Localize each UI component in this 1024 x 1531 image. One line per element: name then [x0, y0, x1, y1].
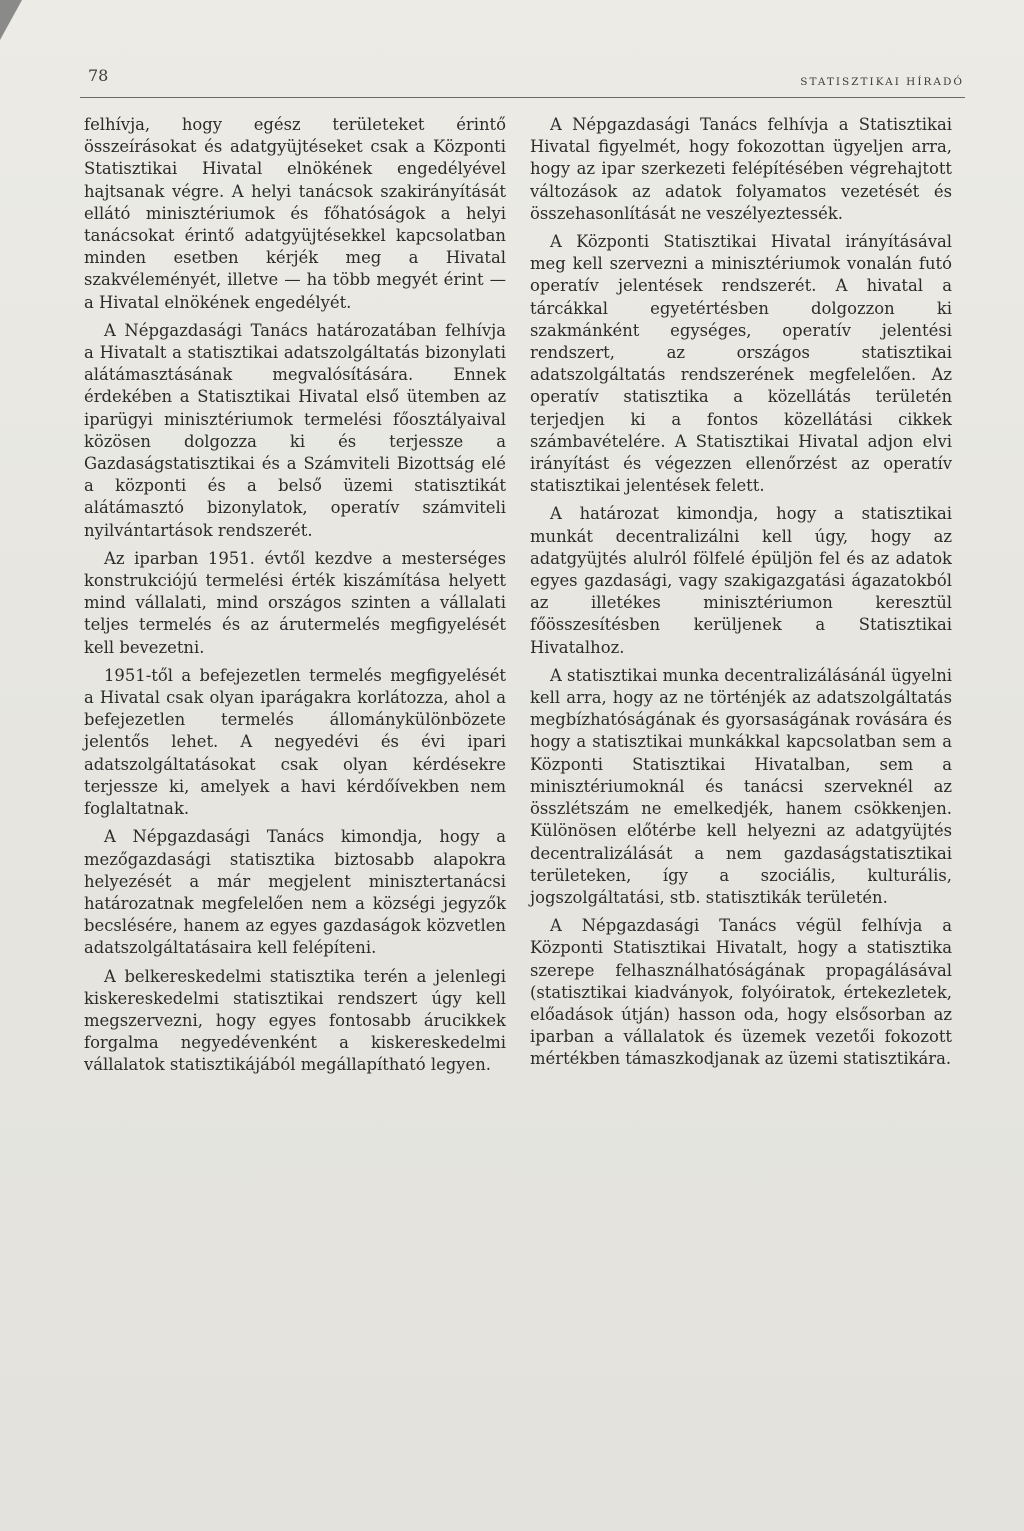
running-title: STATISZTIKAI HÍRADÓ — [800, 76, 964, 88]
left-column — [84, 114, 506, 1083]
folded-corner — [0, 0, 22, 40]
paragraph: A Központi Statisztikai Hivatal irányításával meg kell szervezni a minisztériumok vonalán futó operatív jelentések rendszerét. A hivatal a tárcákkal egyetértésben dolgozzon ki szakmánként egységes, operatív jelentési rendszert, az országos statisztikai adatszolgáltatás rendszerének megfelelően. Az operatív statisztika a közellátás területén terjedjen ki a fontos közellátási cikkek számbavételére. A Statisztikai Hivatal adjon elvi irányítást és végezzen ellenőrzést az operatív statisztikai jelentések felett. — [530, 232, 952, 496]
paragraph: 1951-től a befejezetlen termelés megfigyelését a Hivatal csak olyan iparágakra korlátozza, ahol a befejezetlen termelés állománykülönbözete jelentős lehet. A negyedévi és évi ipari adatszolgáltatásokat csak olyan kérdésekre terjessze ki, amelyek a havi kérdőívekben nem foglaltatnak. — [84, 665, 506, 819]
paragraph: felhívja, hogy egész területeket érintő összeírásokat és adatgyüjtéseket csak a Központi Statisztikai Hivatal elnökének engedélyével hajtsanak végre. A helyi tanácsok szakirányítását ellátó minisztériumok és főhatóságok a helyi tanácsokat érintő adatgyüjtésekkel kapcsolatban minden esetben kérjék meg a Hivatal szakvéleményét, illetve — ha több megyét érint — a Hivatal elnökének engedélyét. — [84, 115, 506, 312]
header-rule — [80, 97, 965, 98]
paragraph: A Népgazdasági Tanács kimondja, hogy a mezőgazdasági statisztika biztosabb alapokra helyezését a már megjelent minisztertanácsi határozatnak megfelelően nem a községi jegyzők becslésére, hanem az egyes gazdaságok közvetlen adatszolgáltatásaira kell felépíteni. — [84, 827, 506, 958]
paragraph: A belkereskedelmi statisztika terén a jelenlegi kiskereskedelmi statisztikai rendszert úgy kell megszervezni, hogy egyes fontosabb árucikkek forgalma negyedévenként a kiskereskedelmi vállalatok statisztikájából megállapítható legyen. — [84, 966, 506, 1075]
paragraph: Az iparban 1951. évtől kezdve a mesterséges konstrukciójú termelési érték kiszámítása helyett mind vállalati, mind országos szinten a vállalati teljes termelés és az árutermelés megfigyelését kell bevezetni. — [84, 548, 506, 657]
right-column — [530, 114, 952, 1077]
paragraph: A határozat kimondja, hogy a statisztikai munkát decentralizálni kell úgy, hogy az adatgyüjtés alulról fölfelé épüljön fel és az adatok egyes gazdasági, vagy szakigazgatási ágazatokból az illetékes minisztériumon keresztül főösszesítésben kerüljenek a Statisztikai Hivatalhoz. — [530, 504, 952, 657]
paragraph: A statisztikai munka decentralizálásánál ügyelni kell arra, hogy az ne történjék az adatszolgáltatás megbízhatóságának és gyorsaságának rovására és hogy a statisztikai munkákkal kapcsolatban sem a Központi Statisztikai Hivatalban, sem a minisztériumoknál és tanácsi szerveknél az összlétszám ne emelkedjék, hanem csökkenjen. Különösen előtérbe kell helyezni az adatgyüjtés decentralizálását a nem gazdaságstatisztikai területeken, így a szociális, kulturális, jogszolgáltatási, stb. statisztikák területén. — [530, 665, 952, 907]
paragraph: A Népgazdasági Tanács végül felhívja a Központi Statisztikai Hivatalt, hogy a statisztika szerepe felhasználhatóságának propagálásával (statisztikai kiadványok, folyóiratok, értekezletek, előadások útján) hasson oda, hogy elsősorban az iparban a vállalatok és üzemek vezetői fokozott mértékben támaszkodjanak az üzemi statisztikára. — [530, 916, 952, 1069]
page-number: 78 — [88, 66, 109, 85]
page-header — [82, 66, 964, 96]
paragraph: A Népgazdasági Tanács felhívja a Statisztikai Hivatal figyelmét, hogy fokozottan ügyeljen arra, hogy az ipar szerkezeti felépítésében végrehajtott változások az adatok folyamatos vezetését és összehasonlítását ne veszélyeztessék. — [530, 115, 952, 223]
paragraph: A Népgazdasági Tanács határozatában felhívja a Hivatalt a statisztikai adatszolgáltatás bizonylati alátámasztásának megvalósítására. Ennek érdekében a Statisztikai Hivatal első ütemben az iparügyi minisztériumok termelési főosztályaival közösen dolgozza ki és terjessze a Gazdaságstatisztikai és a Számviteli Bizottság elé a központi és a belső üzemi statisztikát alátámasztó bizonylatok, operatív számviteli nyilvántartások rendszerét. — [84, 320, 506, 540]
